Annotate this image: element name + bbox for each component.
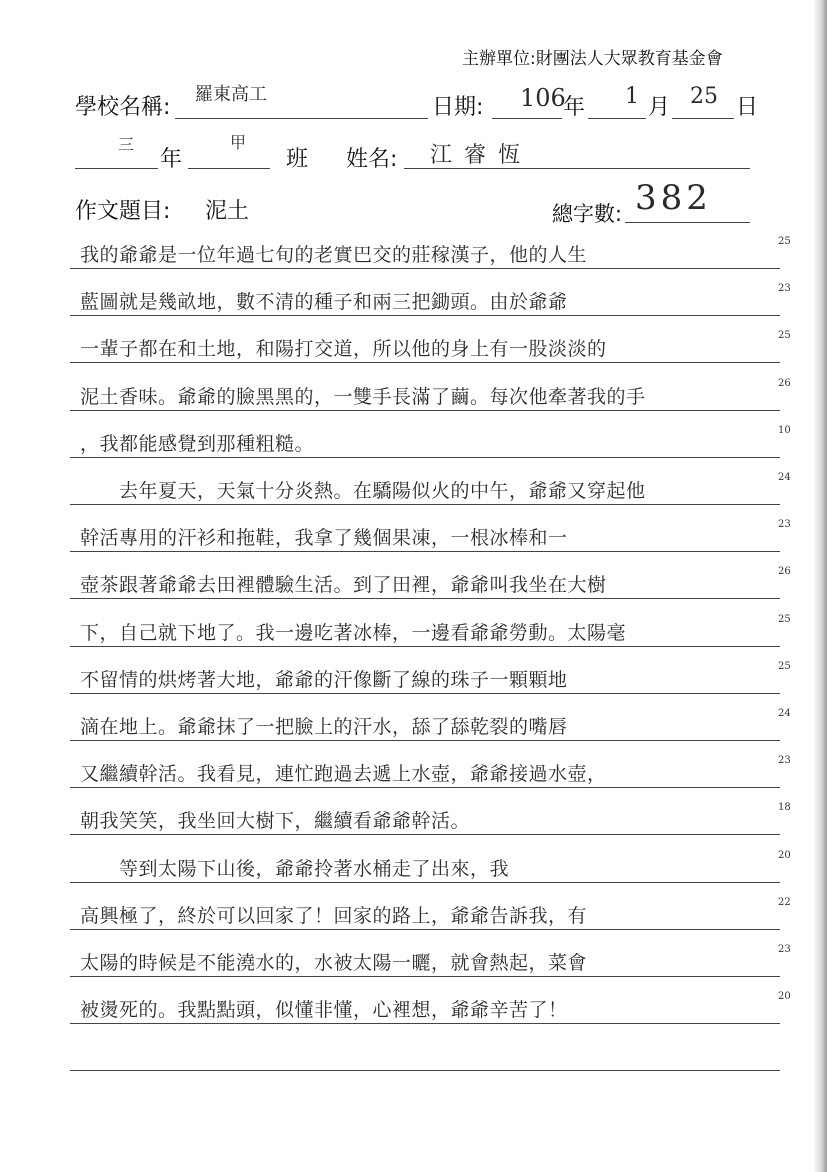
- essay-line-text: 下，自己就下地了。我一邊吃著冰棒，一邊看爺爺勞動。太陽毫: [80, 622, 627, 644]
- name-value: 江睿恆: [430, 143, 533, 168]
- topic-label: 作文題目:: [75, 199, 171, 224]
- essay-line-text: 幹活專用的汗衫和拖鞋，我拿了幾個果凍，一根冰棒和一: [80, 527, 568, 549]
- name-underline: [404, 168, 750, 169]
- essay-line-char-count: 25: [778, 330, 791, 341]
- essay-ruled-line: [70, 362, 780, 363]
- essay-line-char-count: 22: [778, 897, 791, 908]
- essay-line-text: 我的爺爺是一位年過七旬的老實巴交的莊稼漢子，他的人生: [80, 244, 588, 266]
- date-month-underline: [588, 118, 646, 119]
- grade-value: 三: [118, 135, 135, 154]
- essay-line-text: 被燙死的。我點點頭，似懂非懂，心裡想，爺爺辛苦了！: [80, 999, 568, 1021]
- essay-ruled-line: [70, 1070, 780, 1071]
- essay-line-char-count: 23: [778, 755, 791, 766]
- grade-label: 年: [160, 147, 183, 172]
- essay-line-text: 朝我笑笑，我坐回大樹下，繼續看爺爺幹活。: [80, 810, 471, 832]
- essay-line-text: 高興極了，終於可以回家了！回家的路上，爺爺告訴我，有: [80, 905, 588, 927]
- word-count-value: 382: [635, 178, 712, 218]
- grade-underline: [75, 168, 158, 169]
- essay-line-text: 滴在地上。爺爺抹了一把臉上的汗水，舔了舔乾裂的嘴唇: [80, 716, 568, 738]
- essay-line-text: 一輩子都在和土地，和陽打交道，所以他的身上有一股淡淡的: [80, 338, 607, 360]
- class-underline: [188, 168, 270, 169]
- date-day-underline: [672, 118, 734, 119]
- essay-ruled-line: [70, 834, 780, 835]
- essay-line-text: 等到太陽下山後，爺爺拎著水桶走了出來，我: [80, 858, 510, 880]
- essay-line-char-count: 26: [778, 566, 791, 577]
- date-year: 106: [520, 84, 566, 112]
- essay-ruled-line: [70, 598, 780, 599]
- class-value: 甲: [230, 133, 247, 152]
- essay-line-char-count: 20: [778, 850, 791, 861]
- essay-ruled-line: [70, 976, 780, 977]
- essay-line-char-count: 23: [778, 283, 791, 294]
- class-label: 班: [286, 147, 309, 172]
- essay-line-char-count: 26: [778, 378, 791, 389]
- essay-ruled-line: [70, 1023, 780, 1024]
- essay-line-text: 又繼續幹活。我看見，連忙跑過去遞上水壺，爺爺接過水壺，: [80, 763, 607, 785]
- essay-line-char-count: 23: [778, 519, 791, 530]
- essay-ruled-line: [70, 929, 780, 930]
- essay-line-text: 去年夏天，天氣十分炎熱。在驕陽似火的中午，爺爺又穿起他: [80, 480, 646, 502]
- essay-ruled-line: [70, 787, 780, 788]
- essay-line-char-count: 20: [778, 991, 791, 1002]
- essay-ruled-line: [70, 457, 780, 458]
- essay-line-char-count: 10: [778, 425, 791, 436]
- date-day: 25: [690, 84, 718, 109]
- essay-line-char-count: 23: [778, 944, 791, 955]
- organizer-text: 主辦單位:財團法人大眾教育基金會: [462, 49, 723, 69]
- month-label: 月: [648, 95, 671, 120]
- essay-ruled-line: [70, 315, 780, 316]
- school-value: 羅東高工: [195, 84, 267, 105]
- essay-ruled-line: [70, 551, 780, 552]
- essay-ruled-line: [70, 504, 780, 505]
- essay-ruled-line: [70, 882, 780, 883]
- essay-ruled-line: [70, 646, 780, 647]
- date-year-underline: [492, 118, 562, 119]
- essay-line-char-count: 24: [778, 472, 791, 483]
- essay-line-text: 太陽的時候是不能澆水的，水被太陽一曬，就會熱起，菜會: [80, 952, 588, 974]
- essay-line-char-count: 25: [778, 236, 791, 247]
- school-label: 學校名稱:: [75, 95, 171, 120]
- name-label: 姓名:: [346, 147, 398, 172]
- essay-ruled-line: [70, 268, 780, 269]
- essay-line-char-count: 24: [778, 708, 791, 719]
- word-count-underline: [625, 222, 750, 223]
- year-label: 年: [563, 95, 586, 120]
- essay-line-char-count: 25: [778, 661, 791, 672]
- scan-edge: [813, 0, 827, 1172]
- date-label: 日期:: [432, 95, 484, 120]
- word-count-label: 總字數:: [552, 202, 623, 226]
- essay-ruled-line: [70, 410, 780, 411]
- essay-line-text: ，我都能感覺到那種粗糙。: [80, 433, 315, 455]
- date-month: 1: [625, 84, 639, 109]
- essay-line-char-count: 25: [778, 614, 791, 625]
- essay-line-text: 不留情的烘烤著大地，爺爺的汗像斷了線的珠子一顆顆地: [80, 669, 568, 691]
- essay-ruled-line: [70, 740, 780, 741]
- essay-line-char-count: 18: [778, 802, 791, 813]
- day-label: 日: [736, 95, 759, 120]
- essay-line-text: 泥土香味。爺爺的臉黑黑的，一雙手長滿了繭。每次他牽著我的手: [80, 386, 646, 408]
- school-underline: [175, 118, 428, 119]
- topic-value: 泥土: [205, 199, 250, 224]
- essay-line-text: 壺茶跟著爺爺去田裡體驗生活。到了田裡，爺爺叫我坐在大樹: [80, 574, 607, 596]
- essay-line-text: 藍圖就是幾畝地，數不清的種子和兩三把鋤頭。由於爺爺: [80, 291, 568, 313]
- essay-ruled-line: [70, 693, 780, 694]
